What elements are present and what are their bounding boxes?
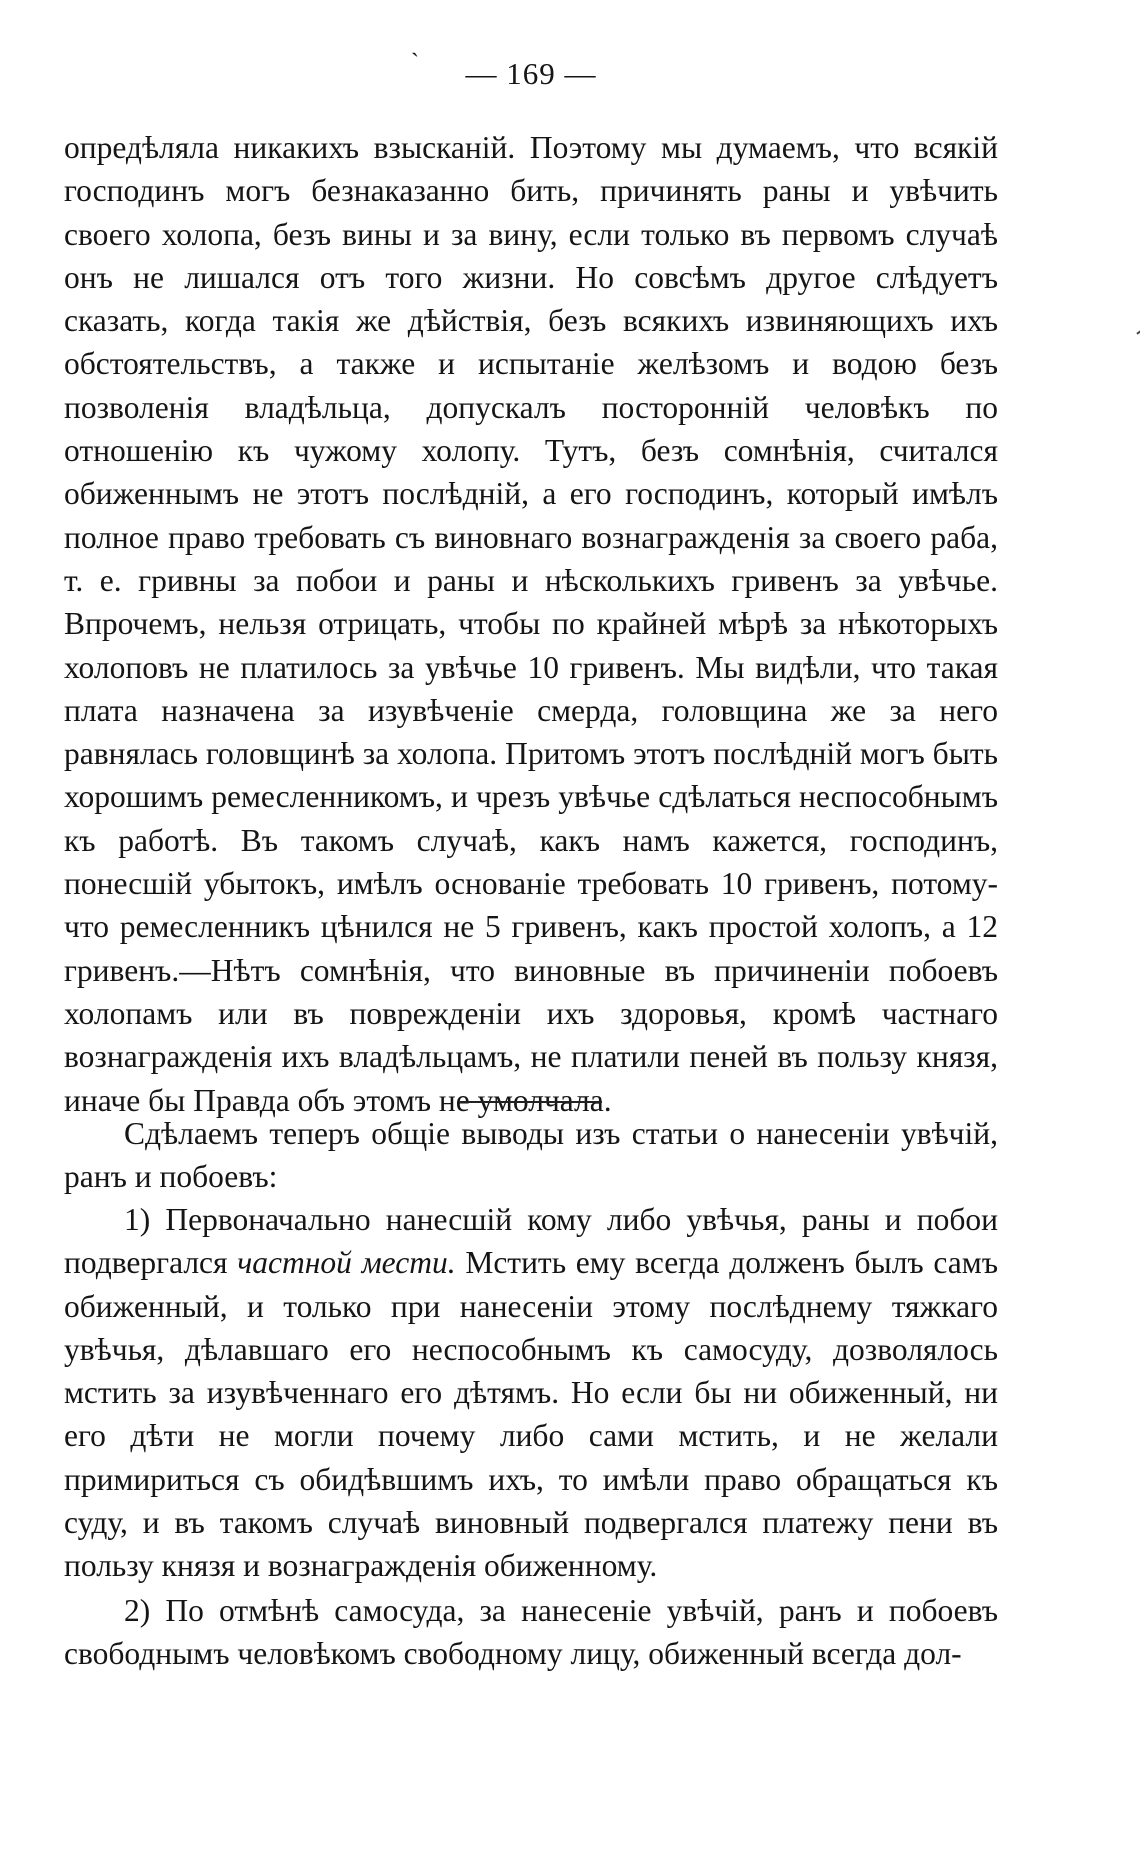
section-divider [460,1101,602,1103]
paragraph-2-text: Сдѣлаемъ теперъ общіе выводы изъ статьи о нанесеніи увѣчій, ранъ и побоевъ: [64,1116,998,1195]
page-number: — 169 — [465,56,597,91]
paragraph-1-text: опредѣляла никакихъ взысканій. Поэтому мы думаемъ, что всякій господинъ могъ безнаказанно бить, причинять раны и увѣчить своего холопа, безъ вины и за вину, если только въ первомъ случаѣ онъ не лишался отъ того жизни. Но совсѣмъ другое слѣдуетъ сказать, когда такія же дѣйствія, безъ всякихъ извиняющихъ ихъ обстоятельствъ, а также и испытаніе желѣзомъ и водою безъ позволенія владѣльца, допускалъ посторонній человѣкъ по отношенію къ чужому холопу. Тутъ, безъ сомнѣнія, считался обиженнымъ не этотъ послѣдній, а его господинъ, который имѣлъ полное право требовать съ виновнаго вознагражденія за своего раба, т. е. гривны за побои и раны и нѣсколькихъ гривенъ за увѣчье. Впрочемъ, нельзя отрицать, чтобы по крайней мѣрѣ за нѣкоторыхъ холоповъ не платилось за увѣчье 10 гривенъ. Мы видѣли, что такая плата назначена за изувѣченіе смерда, головщина же за него равнялась головщинѣ за холопа. Притомъ этотъ послѣдній могъ быть хорошимъ ремесленникомъ, и чрезъ увѣчье сдѣлаться неспособнымъ къ работѣ. Въ такомъ случаѣ, какъ намъ кажется, господинъ, понесшій убытокъ, имѣлъ основаніе требовать 10 гривенъ, потому-что ремесленникъ цѣнился не 5 гривенъ, какъ простой холопъ, а 12 гривенъ.—Нѣтъ сомнѣнія, что виновные въ причиненіи побоевъ холопамъ или въ поврежденіи ихъ здоровья, кромѣ частнаго вознагражденія ихъ владѣльцамъ, не платили пеней въ пользу князя, иначе бы Правда объ этомъ не умолчала. [64,130,998,1118]
margin-mark [1136,327,1140,334]
paragraph-3 [64,1198,998,1588]
paragraph-1 [64,126,998,1122]
paragraph-4 [64,1589,998,1676]
emphasis-private-revenge: частной мести. [237,1245,456,1281]
paragraph-3-text-after: Мстить ему всегда долженъ былъ самъ обиженный, и только при нанесеніи этому послѣднему тяжкаго увѣчья, дѣлавшаго его неспособнымъ къ самосуду, дозволялось мстить за изувѣченнаго его дѣтямъ. Но если бы ни обиженный, ни его дѣти не могли почему либо сами мстить, и не желали примириться съ обидѣвшимъ ихъ, то имѣли право обращаться къ суду, и въ такомъ случаѣ виновный подвергался платежу пени въ пользу князя и вознагражденія обиженному. [64,1245,998,1584]
paragraph-3-text-before: 1) Первоначально нанесшій кому либо увѣчья, раны и побои подвергался [64,1202,998,1281]
paragraph-3-text [64,1198,998,1588]
book-page [64,0,998,1870]
stray-mark: ` [411,50,419,76]
paragraph-2 [64,1112,998,1199]
paragraph-4-text: 2) По отмѣнѣ самосуда, за нанесеніе увѣчій, ранъ и побоевъ свободнымъ человѣкомъ свободному лицу, обиженный всегда дол- [64,1593,998,1672]
